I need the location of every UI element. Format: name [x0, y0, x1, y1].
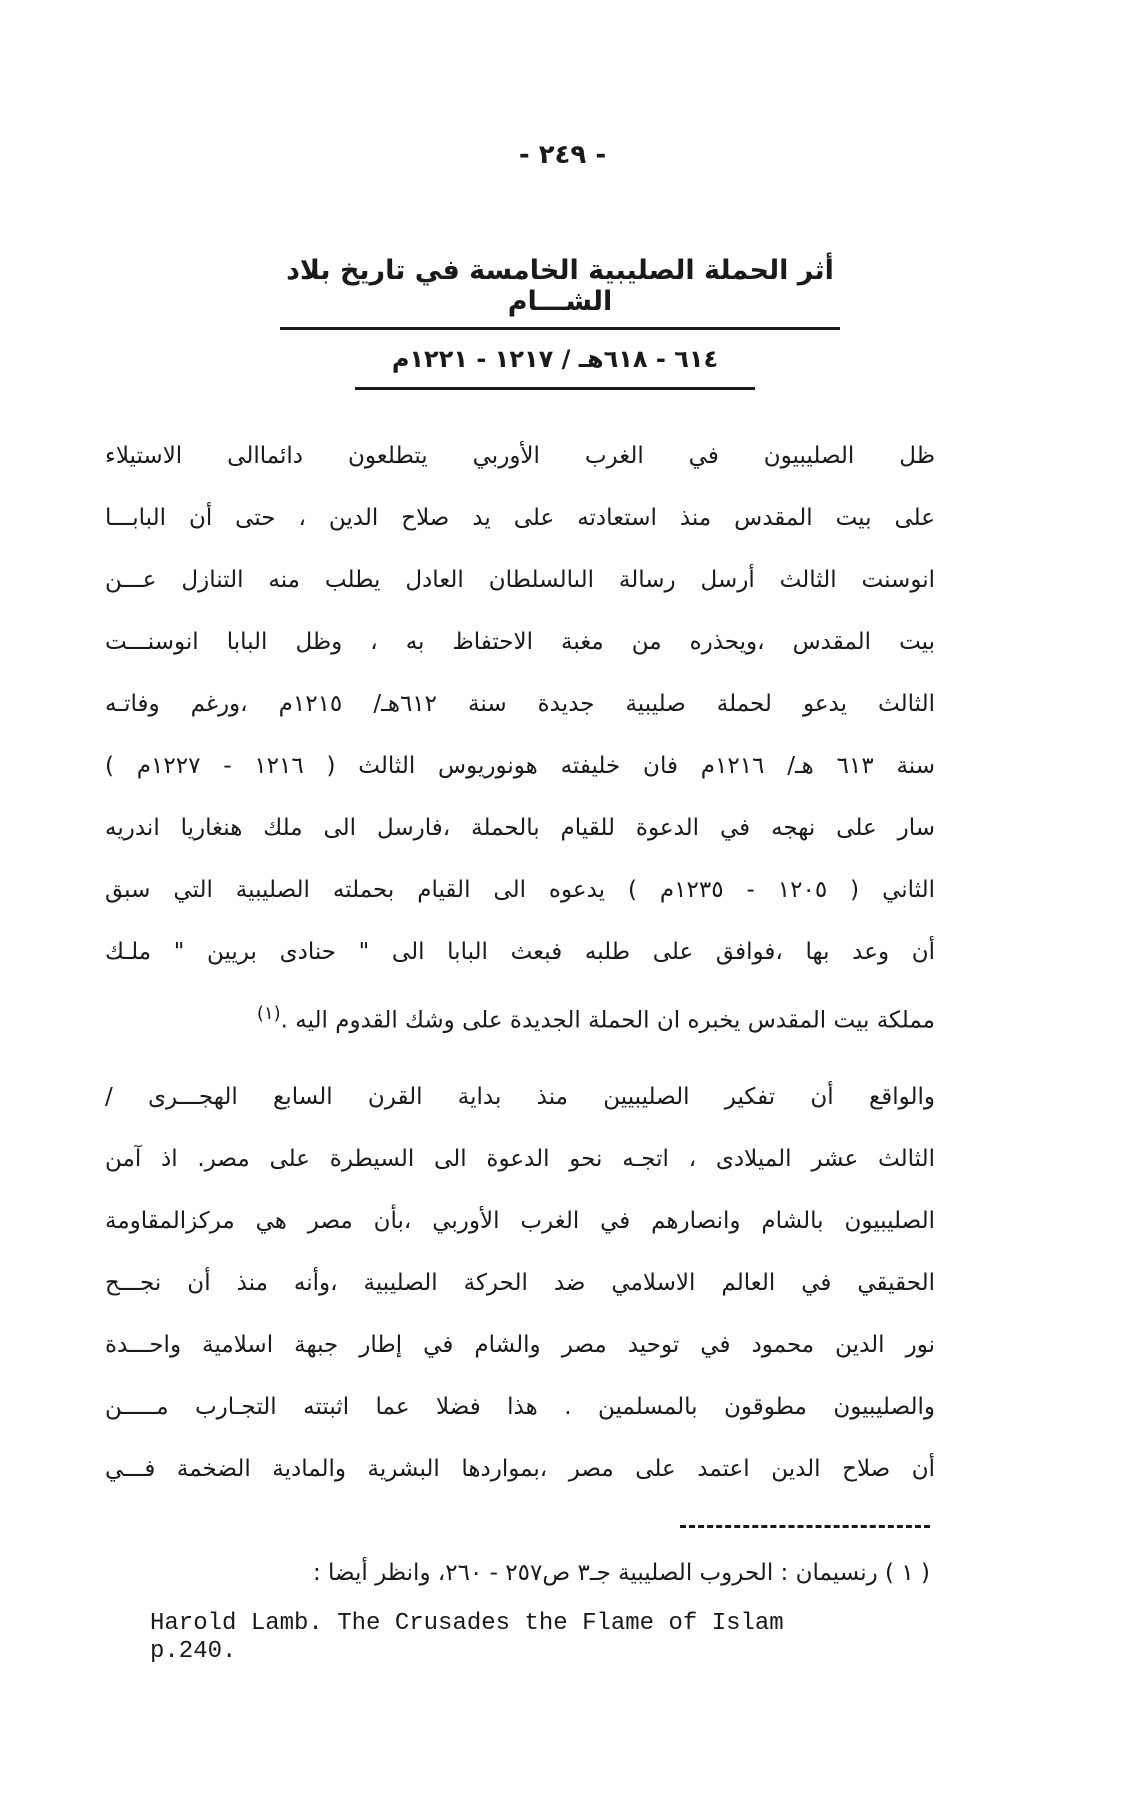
paragraph1-line: ظل الصليبيون في الغرب الأوربي يتطلعون دائماالى الاستيلاء	[105, 443, 935, 469]
paragraph1-line: الثاني ( ١٢٠٥ - ١٢٣٥م ) يدعوه الى القيام بحملته الصليبية التي سبق	[105, 877, 936, 903]
footnote-english-line: Harold Lamb. The Crusades the Flame of Islam	[150, 1610, 784, 1637]
paragraph1-line: سار على نهجه في الدعوة للقيام بالحملة ،فارسل الى ملك هنغاريا اندريه	[105, 815, 935, 841]
paragraph-gap	[105, 1052, 935, 1066]
paragraph2-line: والصليبيون مطوقون بالمسلمين . هذا فضلا عما اثبتته التجـارب مـــــن	[105, 1393, 935, 1420]
paragraph1-line: انوسنت الثالث أرسل رسالة الىالسلطان العادل يطلب منه التنازل عـــن	[105, 567, 935, 593]
paragraph1-line: أن وعد بها ،فوافق على طلبه فبعث البابا الى " حنادى بريين " ملـك	[105, 939, 935, 965]
footnote-arabic: ( ١ ) رنسيمان : الحروب الصليبية جـ٣ ص٢٥٧ - ٢٦٠، وانظر أيضا :	[312, 1560, 930, 1586]
page-title: أثر الحملة الصليبية الخامسة في تاريخ بلاد الشـــام	[280, 255, 840, 330]
paragraph1-line: بيت المقدس ،ويحذره من مغبة الاحتفاظ به ، وظل البابا انوسنـــت	[105, 629, 935, 655]
paragraph2-line: الحقيقي في العالم الاسلامي ضد الحركة الصليبية ،وأنه منذ أن نجـــح	[105, 1269, 935, 1296]
paragraph1-line: مملكة بيت المقدس يخبره ان الحملة الجديدة على وشك القدوم اليه .	[280, 1007, 935, 1034]
paragraph2-line: الصليبيون بالشام وانصارهم في الغرب الأوربي ،بأن مصر هي مركزالمقاومة	[105, 1207, 935, 1234]
footnote-separator	[680, 1525, 930, 1528]
paragraph2-line: الثالث عشر الميلادى ، اتجـه نحو الدعوة الى السيطرة على مصر. اذ آمن	[105, 1145, 935, 1172]
body-text	[105, 425, 935, 1500]
footnote-english-line: p.240.	[150, 1638, 237, 1665]
date-range: ٦١٤ - ٦١٨هـ / ١٢١٧ - ١٢٢١م	[355, 345, 755, 390]
footnote-reference: (١)	[256, 1003, 281, 1024]
paragraph1-line: الثالث يدعو لحملة صليبية جديدة سنة ٦١٢هـ/ ١٢١٥م ،ورغم وفاتـه	[105, 691, 935, 717]
page-number: - ٢٤٩ -	[518, 140, 607, 170]
paragraph2-line: نور الدين محمود في توحيد مصر والشام في إطار جبهة اسلامية واحـــدة	[105, 1331, 935, 1358]
paragraph1-last-line	[105, 983, 935, 1052]
paragraph1-line: سنة ٦١٣ هـ/ ١٢١٦م فان خليفته هونوريوس الثالث ( ١٢١٦ - ١٢٢٧م )	[105, 753, 936, 779]
paragraph2-line: أن صلاح الدين اعتمد على مصر ،بمواردها البشرية والمادية الضخمة فـــي	[105, 1455, 935, 1482]
footnote-english	[150, 1610, 950, 1666]
paragraph2-line: والواقع أن تفكير الصليبيين منذ بداية القرن السابع الهجـــرى /	[105, 1083, 935, 1110]
paragraph1-line: على بيت المقدس منذ استعادته على يد صلاح الدين ، حتى أن البابـــا	[105, 505, 935, 531]
